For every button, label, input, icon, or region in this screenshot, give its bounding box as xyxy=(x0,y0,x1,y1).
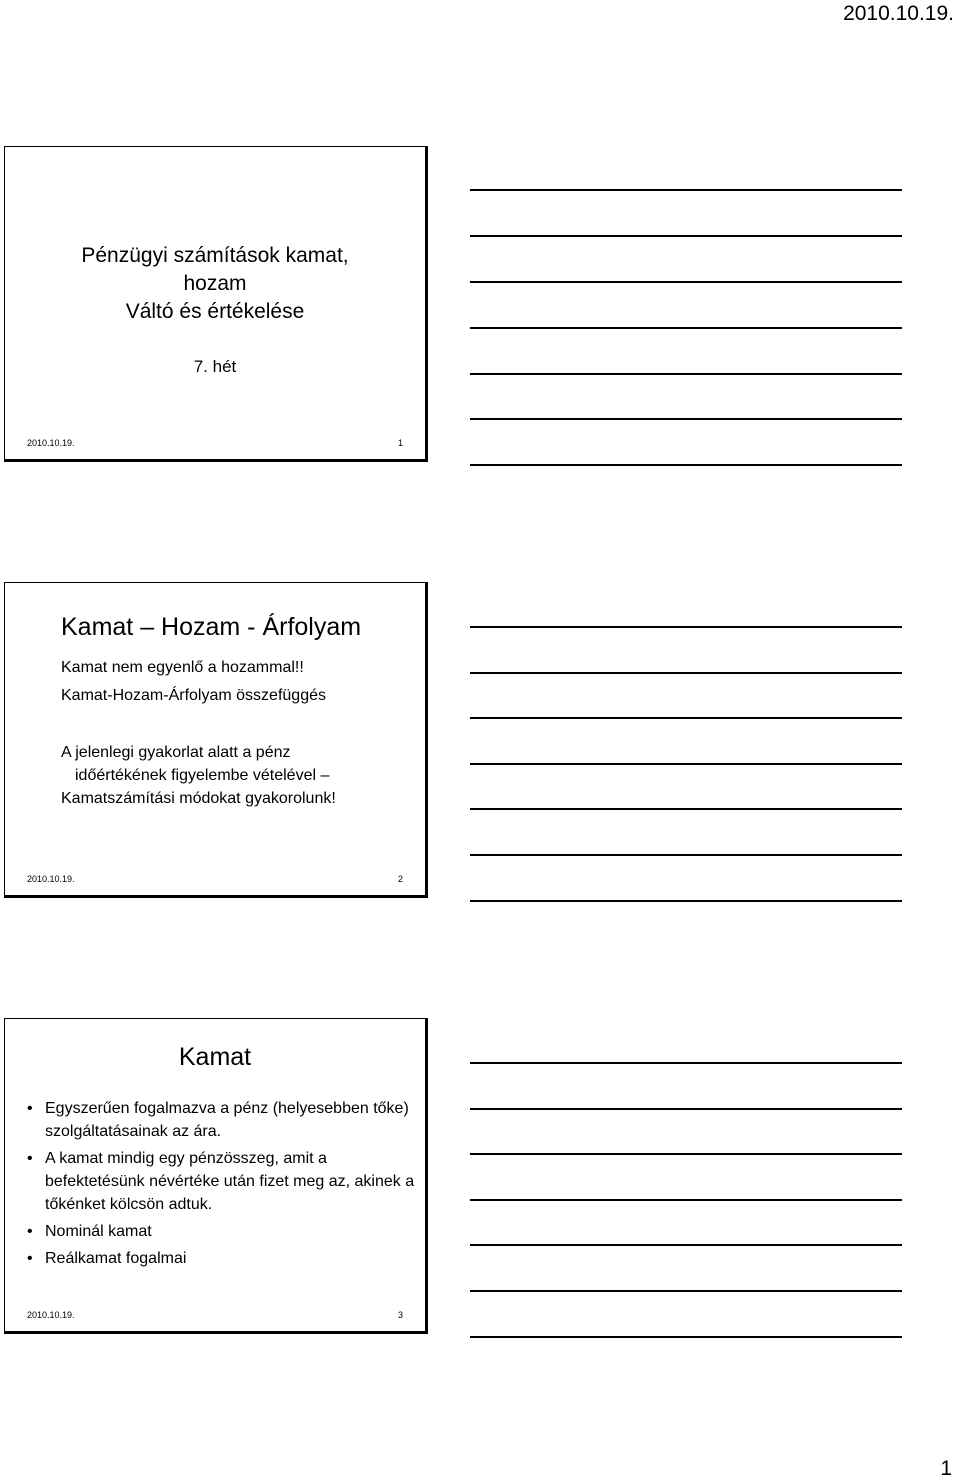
slide-footer-number: 1 xyxy=(397,438,403,448)
note-line xyxy=(470,900,902,902)
slide-1-title-line: hozam xyxy=(183,272,247,295)
list-item-text: Reálkamat fogalmai xyxy=(45,1250,187,1267)
bullet-icon: • xyxy=(27,1223,33,1240)
bullet-icon: • xyxy=(27,1150,33,1167)
slide-footer-number: 2 xyxy=(397,874,403,884)
list-item xyxy=(27,1147,417,1216)
slide-2 xyxy=(4,582,428,898)
list-item-text: Egyszerűen fogalmazva a pénz (helyesebben tőke) szolgáltatásainak az ára. xyxy=(45,1100,409,1140)
note-line xyxy=(470,418,902,420)
note-line xyxy=(470,763,902,765)
note-line xyxy=(470,464,902,466)
slide-2-paragraph xyxy=(61,741,336,810)
note-line xyxy=(470,373,902,375)
note-line xyxy=(470,1290,902,1292)
note-line xyxy=(470,281,902,283)
note-line xyxy=(470,1153,902,1155)
note-line xyxy=(470,1062,902,1064)
slide-3-title: Kamat xyxy=(178,1043,252,1071)
paragraph-line: A jelenlegi gyakorlat alatt a pénz xyxy=(61,744,291,761)
slide-1-title xyxy=(5,242,425,326)
slide-3-bullet-list xyxy=(27,1097,417,1274)
list-item-text: A kamat mindig egy pénzösszeg, amit a befektetésünk névértéke után fizet meg az, akinek a tőkénket kölcsön adtuk. xyxy=(45,1150,415,1213)
note-line xyxy=(470,189,902,191)
paragraph-line: Kamatszámítási módokat gyakorolunk! xyxy=(61,790,336,807)
list-item xyxy=(27,1247,417,1270)
list-item-text: Nominál kamat xyxy=(45,1223,152,1240)
slide-1-title-line: Pénzügyi számítások kamat, xyxy=(81,244,349,267)
slide-3 xyxy=(4,1018,428,1334)
paragraph-line: időértékének figyelembe vételével – xyxy=(75,767,330,784)
note-line xyxy=(470,717,902,719)
note-line xyxy=(470,1336,902,1338)
note-line xyxy=(470,854,902,856)
note-line xyxy=(470,672,902,674)
note-line xyxy=(470,235,902,237)
slide-1-subtitle: 7. hét xyxy=(193,357,237,376)
note-line xyxy=(470,1199,902,1201)
note-line xyxy=(470,808,902,810)
slide-1 xyxy=(4,146,428,462)
bullet-icon: • xyxy=(27,1250,33,1267)
note-line xyxy=(470,626,902,628)
slide-2-title: Kamat – Hozam - Árfolyam xyxy=(61,613,362,641)
slide-footer-date: 2010.10.19. xyxy=(27,438,75,448)
note-line xyxy=(470,1244,902,1246)
slide-2-line: Kamat nem egyenlő a hozammal!! xyxy=(61,659,304,676)
slide-footer-date: 2010.10.19. xyxy=(27,1310,75,1320)
note-line xyxy=(470,327,902,329)
bullet-icon: • xyxy=(27,1100,33,1117)
header-date: 2010.10.19. xyxy=(843,2,954,25)
list-item xyxy=(27,1220,417,1243)
slide-1-title-line: Váltó és értékelése xyxy=(125,300,305,323)
slide-footer-date: 2010.10.19. xyxy=(27,874,75,884)
slide-footer-number: 3 xyxy=(397,1310,403,1320)
list-item xyxy=(27,1097,417,1143)
slide-2-line: Kamat-Hozam-Árfolyam összefüggés xyxy=(61,687,326,704)
page-number: 1 xyxy=(940,1457,952,1480)
note-line xyxy=(470,1108,902,1110)
